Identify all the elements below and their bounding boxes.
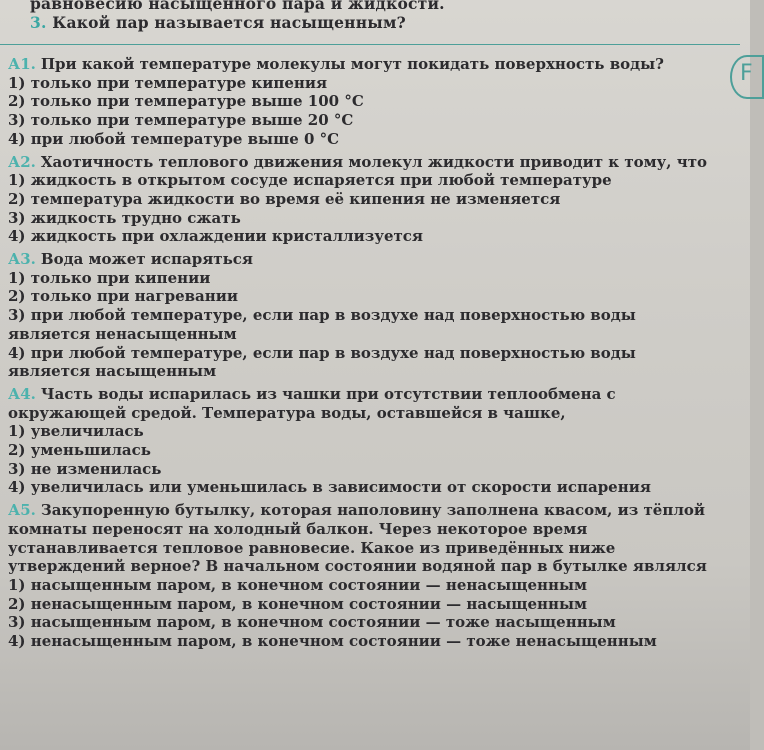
top-line-2 (30, 13, 445, 32)
question-header (8, 385, 718, 422)
question-label: А4. (8, 384, 36, 403)
section-marker-icon (730, 55, 764, 99)
answer-option: 3) при любой температуре, если пар в воздухе над поверхностью воды является ненасыщенным (8, 306, 636, 343)
answer-option: 4) жидкость при охлаждении кристаллизуется (8, 227, 423, 246)
question-label: А5. (8, 501, 36, 520)
answer-option: 4) ненасыщенным паром, в конечном состоянии — тоже ненасыщенным (8, 632, 657, 651)
question-text: Вода может испаряться (40, 250, 253, 269)
question-label: А2. (8, 152, 36, 171)
question-a4 (8, 385, 718, 497)
answer-option: 2) уменьшилась (8, 441, 151, 460)
answer-option: 1) только при кипении (8, 268, 211, 287)
section-divider (0, 44, 740, 45)
answer-option: 2) температура жидкости во время её кипения не изменяется (8, 189, 561, 208)
answer-option: 3) жидкость трудно сжать (8, 208, 241, 227)
question-header (8, 250, 718, 269)
answer-option: 4) при любой температуре выше 0 °С (8, 129, 340, 148)
question-label: А3. (8, 250, 36, 269)
question-a2 (8, 153, 718, 247)
question-text: Хаотичность теплового движения молекул жидкости приводит к тому, что (40, 152, 707, 171)
answer-option: 1) насыщенным паром, в конечном состоянии — ненасыщенным (8, 575, 588, 594)
question-header (8, 153, 718, 172)
question-text: Закупоренную бутылку, которая наполовину заполнена квасом, из тёплой комнаты переносят на холодный балкон. Через некоторое время устанавливается тепловое равновесие. Какое из приведённых ниже утверждений верное? В начальном состоянии водяной пар в бутылке являлся (8, 501, 707, 576)
answer-option: 1) жидкость в открытом сосуде испаряется при любой температуре (8, 171, 612, 190)
question-a1 (8, 55, 718, 149)
question-a3 (8, 250, 718, 381)
answer-option: 3) не изменилась (8, 459, 162, 478)
top-line-1: равновесию насыщенного пара и жидкости. (30, 0, 445, 13)
question-label: А1. (8, 55, 36, 73)
section-marker-glyph: F (740, 61, 753, 86)
answer-option: 4) увеличилась или уменьшилась в зависимости от скорости испарения (8, 478, 651, 497)
answer-option: 3) насыщенным паром, в конечном состоянии — тоже насыщенным (8, 613, 616, 632)
answer-option: 1) увеличилась (8, 422, 144, 441)
answer-option: 4) при любой температуре, если пар в воздухе над поверхностью воды является насыщенным (8, 343, 636, 381)
question-header (8, 55, 718, 74)
answer-option: 2) только при температуре выше 100 °С (8, 92, 364, 111)
question-text: При какой температуре молекулы могут покидать поверхность воды? (40, 55, 664, 73)
question-text: Часть воды испарилась из чашки при отсутствии теплообмена с окружающей средой. Температура воды, оставшейся в чашке, (8, 384, 616, 422)
question-text: Какой пар называется насыщенным? (52, 13, 406, 32)
test-questions (8, 55, 718, 655)
question-a5 (8, 501, 718, 651)
question-header (8, 501, 718, 576)
previous-questions-fragment (30, 0, 445, 32)
question-number: 3. (30, 13, 47, 32)
answer-option: 1) только при температуре кипения (8, 73, 328, 92)
answer-option: 2) ненасыщенным паром, в конечном состоянии — насыщенным (8, 594, 588, 613)
answer-option: 3) только при температуре выше 20 °С (8, 111, 354, 130)
answer-option: 2) только при нагревании (8, 287, 238, 306)
